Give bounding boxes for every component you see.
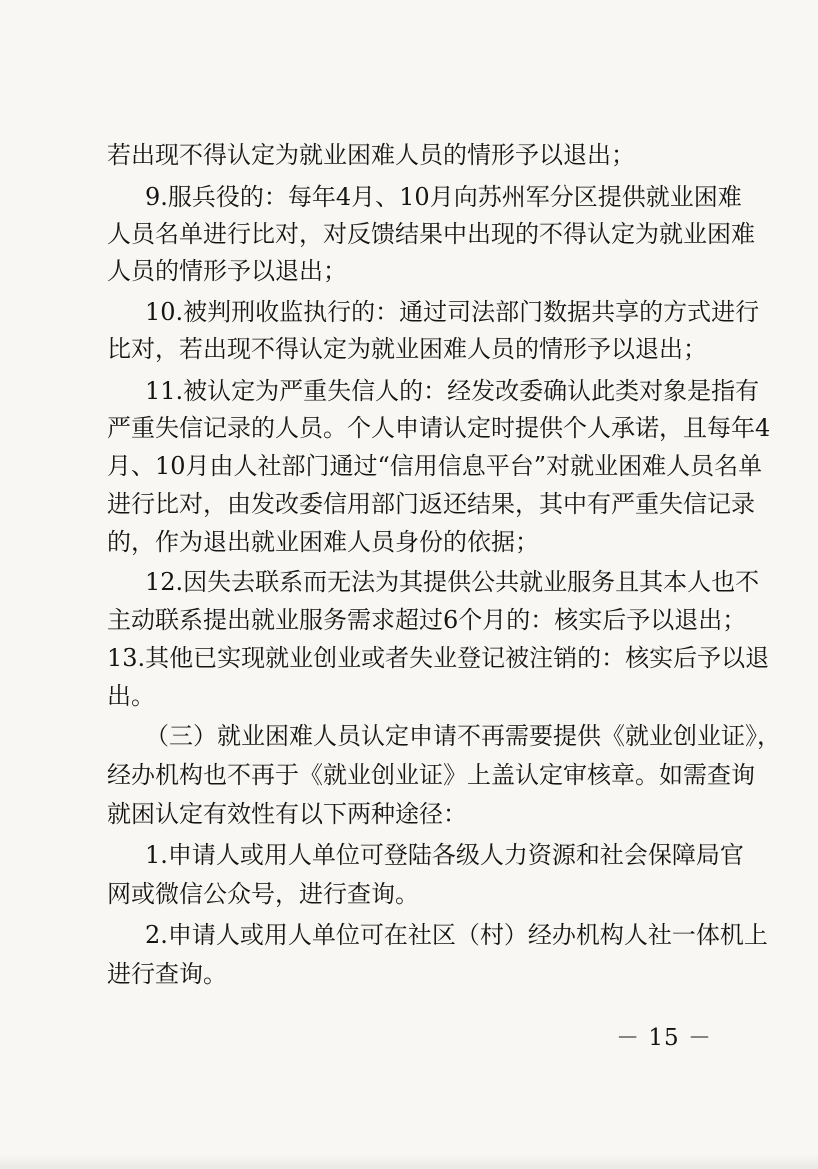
text-line-4: 人员的情形予以退出； <box>107 257 347 285</box>
text-line-1: 若出现不得认定为就业困难人员的情形予以退出； <box>107 141 635 169</box>
text-line-21: 2.申请人或用人单位可在社区（村）经办机构人社一体机上 <box>145 921 768 949</box>
text-line-22: 进行查询。 <box>107 960 227 988</box>
text-line-7: 11.被认定为严重失信人的：经发改委确认此类对象是指有 <box>145 377 760 405</box>
text-line-9: 月、10月由人社部门通过“信用信息平台”对就业困难人员名单 <box>107 452 763 480</box>
text-line-20: 网或微信公众号，进行查询。 <box>107 880 419 908</box>
text-line-15: 出。 <box>107 682 155 710</box>
text-line-8: 严重失信记录的人员。个人申请认定时提供个人承诺，且每年4 <box>107 414 771 442</box>
page-number: － 15 － <box>616 1025 712 1051</box>
text-line-17: 经办机构也不再于《就业创业证》上盖认定审核章。如需查询 <box>107 761 755 789</box>
text-line-10: 进行比对，由发改委信用部门返还结果，其中有严重失信记录 <box>107 490 755 518</box>
scan-bottom-edge <box>0 1154 818 1169</box>
text-line-18: 就困认定有效性有以下两种途径： <box>107 800 467 828</box>
text-line-12: 12.因失去联系而无法为其提供公共就业服务且其本人也不 <box>145 568 760 596</box>
text-line-13: 主动联系提出就业服务需求超过6个月的：核实后予以退出； <box>107 606 747 634</box>
text-line-6: 比对，若出现不得认定为就业困难人员的情形予以退出； <box>107 335 707 363</box>
text-line-5: 10.被判刑收监执行的：通过司法部门数据共享的方式进行 <box>145 298 760 326</box>
text-line-19: 1.申请人或用人单位可登陆各级人力资源和社会保障局官 <box>145 841 744 869</box>
text-line-3: 人员名单进行比对，对反馈结果中出现的不得认定为就业困难 <box>107 220 755 248</box>
text-line-11: 的，作为退出就业困难人员身份的依据； <box>107 528 539 556</box>
text-line-2: 9.服兵役的：每年4月、10月向苏州军分区提供就业困难 <box>145 183 742 211</box>
text-line-16: （三）就业困难人员认定申请不再需要提供《就业创业证》， <box>145 722 781 750</box>
text-line-14: 13.其他已实现就业创业或者失业登记被注销的：核实后予以退 <box>107 644 770 672</box>
